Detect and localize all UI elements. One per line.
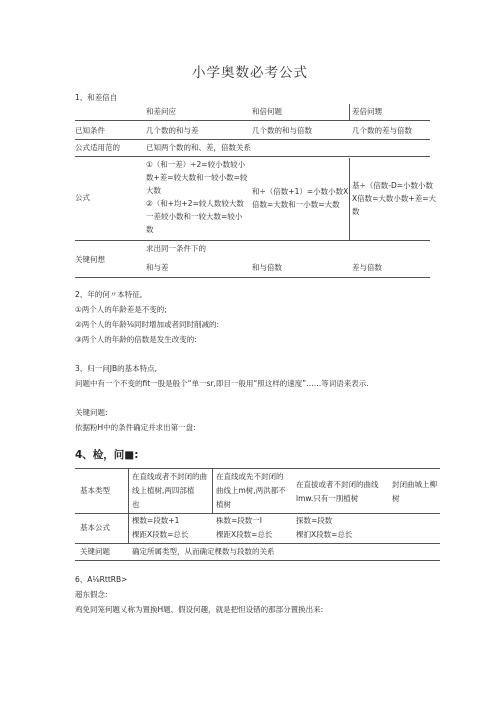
formula-diff-multiple-3: 数 — [352, 207, 360, 216]
col-header-diff-multiple: 差倍问甥 — [352, 107, 382, 116]
section-2-item-2: ②两个人的年龄⅛同时增加或者同时削减的: — [75, 320, 220, 329]
formula-sum-diff-1: ①（和一差）÷2=较小数较小 — [146, 160, 246, 169]
type-1-line-3: 也 — [132, 500, 140, 509]
key-line-1: 求出同一条件下的 — [146, 244, 206, 253]
section-6-body: 鸡免同笼何題乂称为置换H题、假设何趣，就是把怛设错的那部分置换出来: — [75, 605, 324, 614]
section-1-heading: 1、和差倍自 — [75, 93, 118, 102]
type-3-line-1: 在直拔或者不封闭的曲线 — [296, 480, 379, 489]
section-2-item-3: ③两个人的年龄的倍数是发生改变的: — [75, 335, 197, 344]
type-3-line-2: lmw.只有一刖植树 — [296, 494, 359, 503]
table-rule — [75, 513, 440, 514]
section-3-key-label: 关键问题: — [75, 408, 108, 417]
table-rule — [75, 240, 430, 241]
row-label-key: 关键何想 — [75, 255, 105, 264]
key-question-text: 确定所属类型，从而确定棵数与段数的关系 — [132, 547, 275, 556]
known-sum-diff: 几个数的和与差 — [146, 126, 199, 135]
table-rule — [75, 543, 440, 544]
type-2-line-1: 在直线或先不封闭的 — [216, 472, 284, 481]
section-2-item-1: ①两个人的年龄差是不变的; — [75, 305, 167, 314]
row-label-scope: 公式适用范的 — [75, 143, 120, 152]
formula-sum-diff-5: 一差较小数和一较大数=较小 — [146, 212, 243, 221]
col-header-sum-multiple: 和倍何题 — [252, 107, 282, 116]
type-4-line-2: 树 — [392, 494, 400, 503]
known-diff-multiple: 几个数的差与倍数 — [352, 126, 412, 135]
table-divider — [349, 104, 350, 120]
formula-diff-multiple-2: X倍数=大数小数+差=大 — [352, 194, 436, 203]
table-divider — [349, 158, 350, 240]
key-sum-diff: 和与差 — [146, 263, 169, 272]
type-4-line-1: 封闭曲城上柳 — [392, 480, 437, 489]
row-label-known: 已知条件 — [75, 126, 105, 135]
formula-sum-diff-3: 大数 — [146, 186, 161, 195]
table-rule — [75, 560, 440, 561]
section-3-key-body: 依据粉H中的条件确定并求出第一盘: — [75, 423, 196, 432]
formula-1-line-1: 棵数=段数+1 — [132, 516, 180, 525]
formula-3-line-2: 棵扪X段数=总长 — [296, 530, 353, 539]
formula-2-line-1: 株数=段数一I — [216, 516, 262, 525]
table-rule — [75, 156, 430, 157]
section-3-heading: 3、归一问JB的基本特点, — [75, 364, 158, 373]
table-rule — [75, 277, 430, 278]
row-label-key-question: 关键问题 — [80, 547, 110, 556]
type-1-line-1: 在直线或者不封闭的曲 — [132, 472, 207, 481]
formula-sum-diff-4: ②（和+均+2=较人数较大数 — [146, 199, 244, 208]
section-6-heading: 6、A⅛RttRB> — [75, 575, 128, 584]
key-sum-multiple: 和与倍数 — [252, 263, 282, 272]
row-label-types: 基本类型 — [80, 486, 110, 495]
col-header-sum-diff: 和差问应 — [146, 107, 176, 116]
row-label-formulas: 基本公式 — [80, 523, 110, 532]
type-2-line-2: 曲线上m树,两洪都不 — [216, 486, 286, 495]
type-2-line-3: 植树 — [216, 500, 231, 509]
scope-text: 已知两个数的和、差，倍数关系 — [146, 143, 251, 152]
table-divider — [212, 469, 213, 513]
row-label-formula: 公式 — [75, 193, 90, 202]
formula-sum-multiple-1: 和÷（倍数+1）=小数小数X — [252, 187, 349, 196]
section-6-sub: 超东假念: — [75, 590, 108, 599]
table-rule — [75, 468, 440, 469]
section-3-body: 问题中有一个不变的fit一股是般个“单一sr,即目一般用“照这样的速度”……等词语来表示. — [75, 379, 369, 388]
type-1-line-2: 线上植树,两四部植 — [132, 486, 195, 495]
formula-sum-multiple-2: 倍数=大数和一小数=大数 — [252, 200, 340, 209]
formula-diff-multiple-1: 基÷（倍数-D=小数小数 — [352, 181, 434, 190]
formula-sum-diff-6: 数 — [146, 225, 154, 234]
formula-1-line-2: 棵距X段数=总长 — [132, 530, 189, 539]
page-title: 小学奥数必考公式 — [192, 65, 308, 81]
table-rule — [75, 139, 430, 140]
key-diff-multiple: 差与倍数 — [352, 263, 382, 272]
table-rule — [75, 120, 430, 121]
table-divider — [128, 469, 129, 544]
known-sum-multiple: 几个数的和与倍数 — [252, 126, 312, 135]
section-2-heading: 2、年的何〃本特征, — [75, 290, 143, 299]
formula-2-line-2: 棵距X段数=总长 — [216, 530, 273, 539]
formula-sum-diff-2: 数+差=较大数和一较小数=较 — [146, 173, 248, 182]
formula-3-line-1: 探数=段数 — [296, 516, 333, 525]
section-4-heading: 4、检，问■: — [75, 449, 139, 461]
